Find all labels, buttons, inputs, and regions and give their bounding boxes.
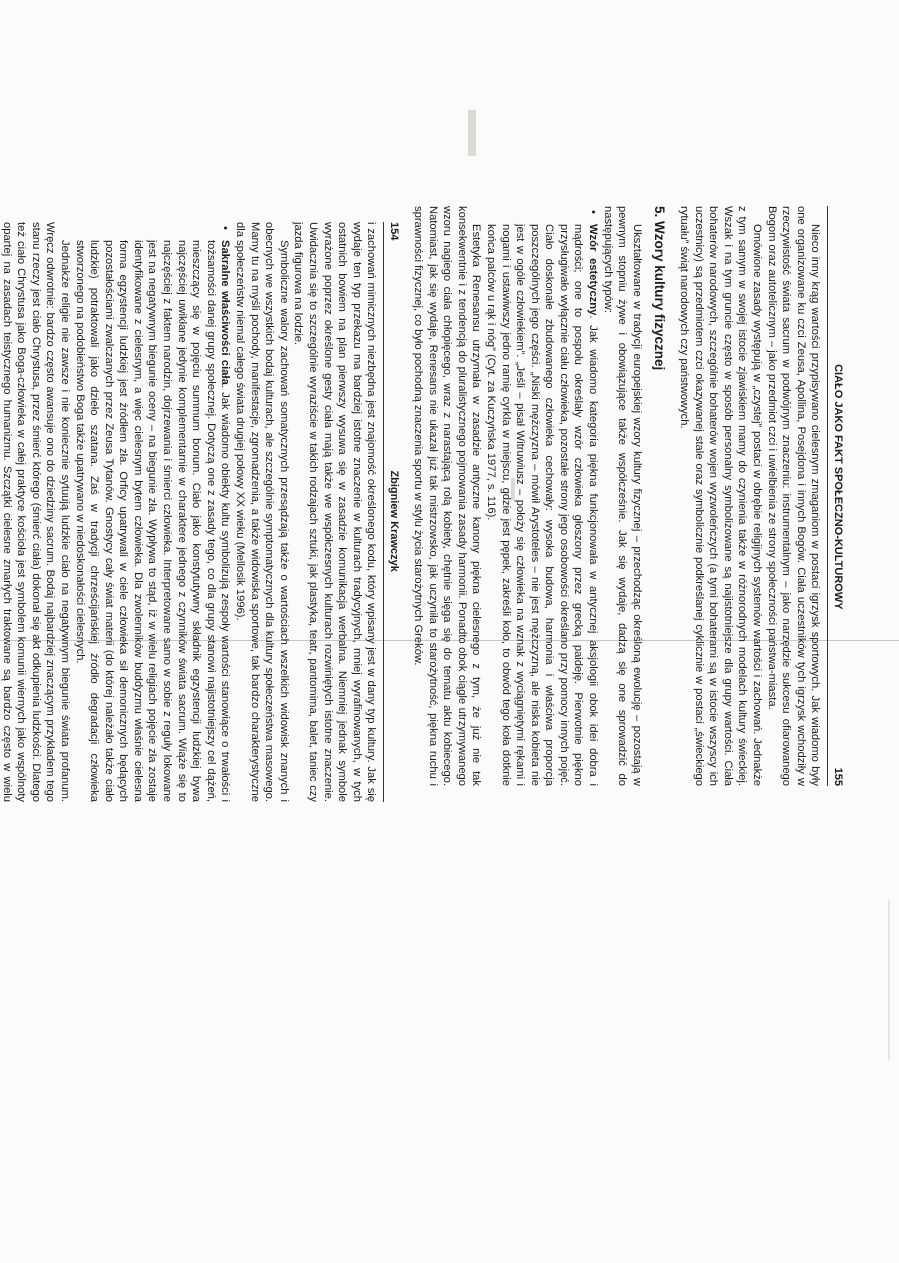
bullet-text: . Jak wiadomo obiekty kultu symbolizują zespoły wartości stanowiące o trwałości i tożsamości danej grupy społecznej. Dotyczą one z zasady tego, co dla grupy stanowi najistotniejszy cel dążeń, mieszczący się w pojęciu summum bonum. Ciało jako konstytutywny składnik egzystencji ludzkiej bywa najczęściej uwikłane jedynie komplementarnie w charaktere jednego z czynników świata sacrum. Wiąże się to najczęściej z faktem narodzin, dojrzewania i śmierci człowieka. Interpretowane samo w sobie z reguły lokowane jest na negatywnym biegunie oceny – na biegunie zła. Wypływa to stąd, iż w wielu religiach pojęcie zła zostaje identyfikowane z cielesnym, a więc cielesnym bytem człowieka. Dla zwolenników buddyzmu właśnie cielesna forma egzystencji ludzkiej jest źródłem zła. Orficy upatrywali w ciele człowieka sił demonicznych będących pozostałościami zwalczanych przez Zeusa Tytanów. Gnostycy cały świat materii (do której należało także ciało ludzkie) potraktowali jako dzieło szatana. Zaś w tradycji chrześcijańskiej źródło degradacji człowieka stworzonego na podobieństwo Boga także upatrywano w niedoskonałości cielesnych. <box>73 240 232 802</box>
running-header-author: Zbigniew Krawczyk <box>388 470 400 572</box>
page-155 <box>411 206 845 786</box>
bullet-item <box>483 206 600 786</box>
paragraph: Nieco inny krąg wartości przypisywano cielesnym zmaganiom w postaci igrzysk sportowych. Jak wiadomo były one organizowane ku czci Zeusa, Apollina, Posejdona i innych Bogów. Ciała uczestników tych igrzysk wchodziły w rzeczywistość świata sacrum w podwójnym znaczeniu: instrumentalnym – jako narzędzie sukcesu ofiarowanego Bogom oraz autotelicznym – jako przedmiot czci i uwielbienia ze strony społeczności państwa-miasta. <box>765 206 822 786</box>
paragraph: Omówione zasady występują w „czystej” postaci w obrębie religijnych systemów wartości i zachowań. Jednakże z tym samym w swojej istocie zjawiskiem mamy do czynienia także w różnorodnych modelach kultury świeckiej. Wszak i na tym gruncie często w sposób personalny symbolizowane są najistotniejsze dla grupy wartości. Ciała bohaterów narodowych, szczególnie bohaterów wojen wyzwoleńczych (a tymi bohaterami są w istocie wszyscy ich uczestnicy) są przedmiotem czci okazywanej stale oraz symbolicznie podkreślanej cyklicznie w postaci „świeckiego rytuału” świąt narodowych czy państwowych. <box>678 206 764 786</box>
paragraph: Ukształtowane w tradycji europejskiej wzory kultury fizycznej – przechodząc określoną ewolucję – pozostają w pewnym stopniu żywe i obowiązujące także współcześnie. Jak się wydaje, dadzą się one sprowadzić do następujących typów: <box>601 206 643 786</box>
paragraph: i zachowań mimicznych niezbędna jest znajomość określonego kodu, który wpisany jest w dany typ kultury. Jak się wydaje ten typ przekazu ma bardziej istotne znaczenie w kulturach tradycyjnych, mniej wyrafinowanych, w tych ostatnich bowiem na plan pierwszy wysuwa się w zasadzie komunikacja werbalna. Niemniej jednak symbole wyrażone poprzez określone gesty ciała mają także we współczesnych kulturach rozwiniętych istotne znaczenie. Uwidacznia się to szczególnie wyraziście w takich rodzajach sztuki, jak plastyka, teatr, pantomima, balet, taniec czy jazda figurowa na lodzie. <box>292 222 378 802</box>
bullet-label: Wzór estetyczny <box>587 224 600 316</box>
scan-speck <box>888 900 890 1060</box>
paragraph: Estetyka Renesansu utrzymała w zasadzie antyczne kanony piękna cielesnego z tym, że już nie tak konsekwentnie i z tendencją do pluralistycznego pojmowania zasady harmonii. Ponadto obok ciągle utrzymywanego wzoru nagiego ciała chłopięcego, wraz z narastającą rolą kobiety, chętnie sięga się do tematu aktu kobiecego. Natomiast, jak się wydaje, Renesans nie ukazał już tak mistrzowsko, jak uczyniła to starożytność, piękna ruchu i sprawności fizycznej, co było pochodną znaczenia sportu w stylu życia starożytnych Greków. <box>411 206 483 786</box>
page-number: 155 <box>832 767 844 786</box>
running-header-title: CIAŁO JAKO FAKT SPOŁECZNO-KULTUROWY <box>832 364 844 610</box>
paragraph: Symboliczne walory zachowań somatycznych przesądzają także o wartościach wszelkich widowisk znanych i obecnych we wszystkich bodaj kulturach, ale szczególnie symptomatycznych dla kultury społeczeństwa masowego. Mamy tu na myśli pochody, manifestacje, zgromadzenia, a także widowiska sportowe, tak bardzo charakterystyczne dla społeczeństw niemal całego świata drugiej połowy XX wieku (Mellosik 1996). <box>234 222 290 802</box>
bullet-text: . Jak wiadomo kategoria piękna funkcjonowała w antycznej aksjologii obok idei dobra i mądrości; one to pospołu określały wzór człowieka głoszony przez grecką paideję. Pierwotnie piękno przysługiwało wyłącznie ciału człowieka, pozostałe strony jego osobowości określano przy pomocy innych pojęć. Ciało doskonałe zbudowanego człowieka cechowały: wysoka budowa, harmonia i właściwa proporcja poszczególnych jego części. „Niski mężczyzna – mówił Arystoteles – nie jest mężczyzną, ale niska kobieta nie jest w ogóle człowiekiem”. „Jeśli – pisał Witruwiusz – położy się człowieka na wznak z wyciągniętymi rękami i nogami i ustawiwszy jedno ramię cyrkla w miejscu, gdzie jest pępek, zakreśli koło, to obwód tego koła dotknie końca palców u rąk i nóg” (Cyt. za Kuczyńska 1977, s. 116). <box>484 224 600 786</box>
page-header <box>827 206 845 786</box>
bullet-label: Sakralne właściwości ciała <box>219 240 232 385</box>
paragraph: Jednakże religie nie zawsze i nie koniecznie sytuują ludzkie ciało na negatywnym biegunie świata profanum. Wręcz odwrotnie: bardzo często awansuje ono do dziedziny sacrum. Bodaj najbardziej znaczącym przykładem tego stanu rzeczy jest ciało Chrystusa, przez śmierć którego (śmierć ciała) dokonał się akt odkupienia ludzkości. Dlatego też ciało Chrystusa jako Boga-człowieka w całej praktyce kościoła jest symbolem komunii wiernych jako wspólnoty opartej na zasadach teistycznego humanizmu. Szczątki cielesne zmarłych traktowane są bardzo często w wielu <box>0 222 71 802</box>
page-154 <box>0 222 401 802</box>
page-header <box>383 222 401 802</box>
page-number: 154 <box>388 222 400 241</box>
bullet-item <box>72 222 233 802</box>
scan-speck <box>468 110 476 156</box>
section-heading: 5. Wzory kultury fizycznej <box>652 206 668 371</box>
